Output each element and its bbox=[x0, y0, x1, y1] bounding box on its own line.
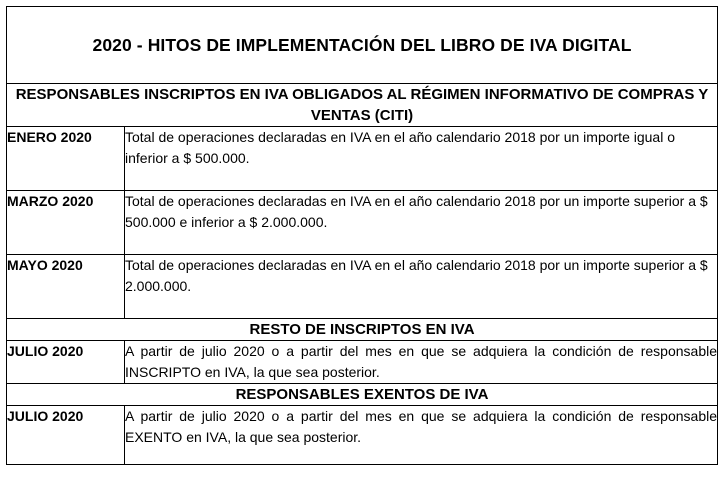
milestone-date: JULIO 2020 bbox=[7, 406, 125, 465]
milestone-description: A partir de julio 2020 o a partir del mes en que se adquiera la condición de responsable INSCRIPTO en IVA, la que sea posterior. bbox=[125, 341, 718, 384]
title-row bbox=[7, 7, 718, 84]
table-row bbox=[7, 255, 718, 319]
table-title: 2020 - HITOS DE IMPLEMENTACIÓN DEL LIBRO DE IVA DIGITAL bbox=[7, 7, 718, 84]
table-row bbox=[7, 406, 718, 465]
section-heading-resto-inscriptos: RESTO DE INSCRIPTOS EN IVA bbox=[7, 319, 718, 341]
milestone-date: MARZO 2020 bbox=[7, 191, 125, 255]
section-header-row bbox=[7, 384, 718, 406]
section-heading-citi: RESPONSABLES INSCRIPTOS EN IVA OBLIGADOS AL RÉGIMEN INFORMATIVO DE COMPRAS Y VENTAS (CITI) bbox=[7, 84, 718, 127]
milestone-description: Total de operaciones declaradas en IVA en el año calendario 2018 por un importe igual o inferior a $ 500.000. bbox=[125, 127, 718, 191]
milestone-date: JULIO 2020 bbox=[7, 341, 125, 384]
milestone-description: A partir de julio 2020 o a partir del mes en que se adquiera la condición de responsable EXENTO en IVA, la que sea posterior. bbox=[125, 406, 718, 465]
section-header-row bbox=[7, 319, 718, 341]
table-row bbox=[7, 127, 718, 191]
section-heading-exentos: RESPONSABLES EXENTOS DE IVA bbox=[7, 384, 718, 406]
milestone-date: MAYO 2020 bbox=[7, 255, 125, 319]
milestone-date: ENERO 2020 bbox=[7, 127, 125, 191]
milestones-table bbox=[6, 6, 718, 465]
milestone-description: Total de operaciones declaradas en IVA en el año calendario 2018 por un importe superior a $ 500.000 e inferior a $ 2.000.000. bbox=[125, 191, 718, 255]
section-header-row bbox=[7, 84, 718, 127]
milestone-description: Total de operaciones declaradas en IVA en el año calendario 2018 por un importe superior a $ 2.000.000. bbox=[125, 255, 718, 319]
table-row bbox=[7, 191, 718, 255]
table-row bbox=[7, 341, 718, 384]
